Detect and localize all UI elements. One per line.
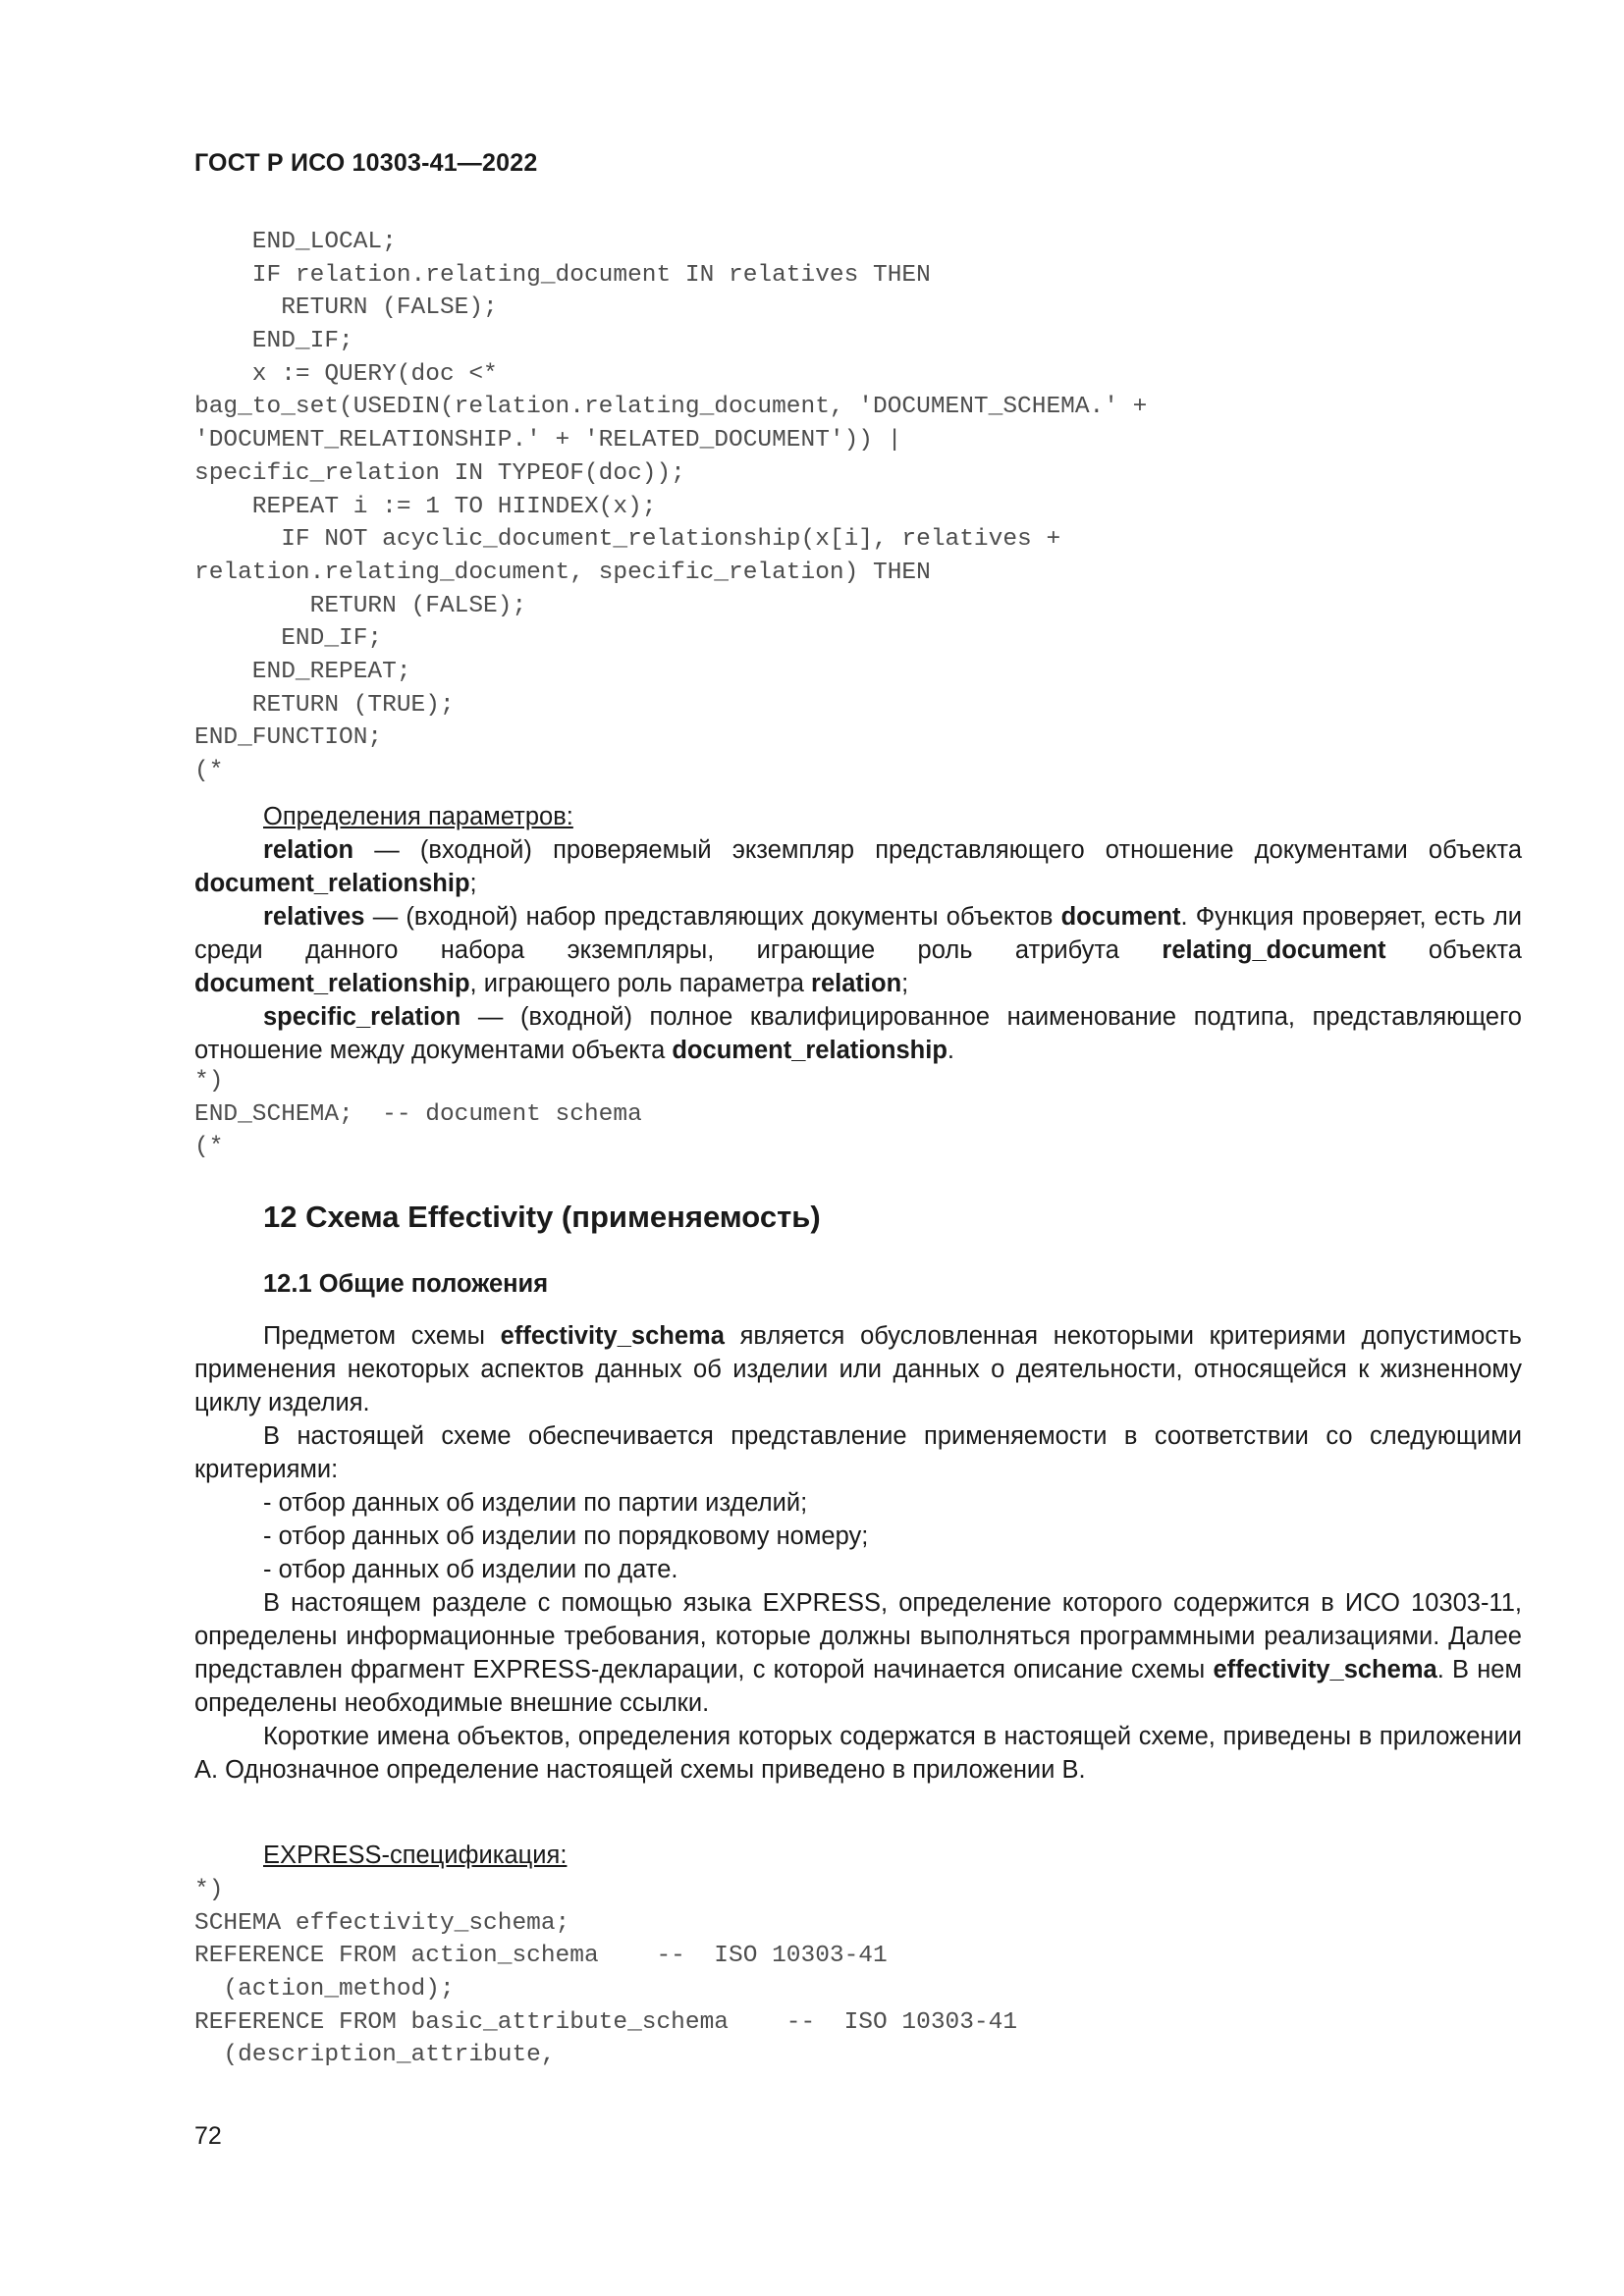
code-line: (* (194, 1134, 224, 1161)
code-line: END_FUNCTION; (194, 724, 383, 752)
document-header: ГОСТ Р ИСО 10303-41—2022 (194, 149, 538, 177)
code-line: IF NOT acyclic_document_relationship(x[i], relatives + (194, 526, 1061, 554)
term-relatives: relatives (263, 903, 365, 931)
code-line: END_IF; (194, 625, 383, 653)
param-relation: relation — (входной) проверяемый экземпляр представляющего отношение документами объекта document_relationship; (194, 836, 1522, 897)
subsection-heading: 12.1 Общие положения (263, 1270, 549, 1298)
code-line: SCHEMA effectivity_schema; (194, 1909, 570, 1937)
express-spec-heading-wrap (194, 1839, 1522, 1872)
code-line: END_IF; (194, 328, 353, 355)
term-relation: relation (263, 836, 354, 864)
code-line: specific_relation IN TYPEOF(doc)); (194, 459, 685, 487)
paragraph-2: В настоящей схеме обеспечивается представление применяемости в соответствии со следующими критериями: (194, 1422, 1522, 1483)
code-line: (* (194, 758, 224, 784)
list-item: - отбор данных об изделии по порядковому номеру; (263, 1522, 869, 1550)
code-line: END_SCHEMA; -- document schema (194, 1100, 642, 1128)
code-line: REPEAT i := 1 TO HIINDEX(x); (194, 493, 657, 520)
paragraph-4: Короткие имена объектов, определения которых содержатся в настоящей схеме, приведены в приложении А. Однозначное определение настоящей схемы приведено в приложении В. (194, 1723, 1522, 1784)
list-item: - отбор данных об изделии по партии изделий; (263, 1489, 808, 1517)
page-number: 72 (194, 2122, 222, 2150)
code-line: bag_to_set(USEDIN(relation.relating_document, 'DOCUMENT_SCHEMA.' + (194, 394, 1148, 421)
code-line: REFERENCE FROM action_schema -- ISO 10303-41 (194, 1943, 888, 1970)
code-line: x := QUERY(doc <* (194, 360, 498, 388)
paragraph-1: Предметом схемы effectivity_schema является обусловленная некоторыми критериями допустимость применения некоторых аспектов данных об изделии или данных о деятельности, относящейся к жизненному циклу изделия. (194, 1322, 1522, 1416)
param-specific-relation: specific_relation — (входной) полное квалифицированное наименование подтипа, представляющего отношение между документами объекта document_relationship. (194, 1003, 1522, 1064)
parameter-definitions-heading: Определения параметров: (263, 803, 573, 830)
code-block-effectivity-schema (194, 1874, 1017, 2072)
code-line: *) (194, 1877, 224, 1903)
code-block-schema-end (194, 1065, 642, 1164)
code-line: (action_method); (194, 1976, 455, 2003)
code-line: RETURN (TRUE); (194, 691, 455, 719)
code-line: *) (194, 1068, 224, 1095)
code-line: REFERENCE FROM basic_attribute_schema -- ISO 10303-41 (194, 2008, 1018, 2036)
express-spec-heading: EXPRESS-спецификация: (263, 1842, 568, 1869)
code-line: (description_attribute, (194, 2042, 556, 2069)
term-specific-relation: specific_relation (263, 1003, 461, 1031)
section-body (194, 1319, 1522, 1787)
code-line: RETURN (FALSE); (194, 592, 527, 619)
parameter-definitions (194, 800, 1522, 1067)
code-line: END_REPEAT; (194, 658, 411, 685)
paragraph-3: В настоящем разделе с помощью языка EXPRESS, определение которого содержится в ИСО 10303-11, определены информационные требования, которые должны выполняться программными реализациями. Далее представлен фрагмент EXPRESS-декларации, с которой начинается описание схемы effectivity_schema. В нем определены необходимые внешние ссылки. (194, 1589, 1522, 1717)
list-item: - отбор данных об изделии по дате. (263, 1556, 678, 1583)
code-line: RETURN (FALSE); (194, 294, 498, 322)
code-line: IF relation.relating_document IN relatives THEN (194, 261, 931, 289)
code-line: END_LOCAL; (194, 229, 397, 255)
code-block-function-end (194, 226, 1147, 788)
code-line: 'DOCUMENT_RELATIONSHIP.' + 'RELATED_DOCUMENT')) | (194, 427, 902, 454)
param-relatives: relatives — (входной) набор представляющих документы объектов document. Функция проверяет, есть ли среди данного набора экземпляры, играющие роль атрибута relating_document объекта document_relationship, играющего роль параметра relation; (194, 903, 1522, 997)
code-line: relation.relating_document, specific_relation) THEN (194, 559, 931, 586)
section-heading: 12 Схема Effectivity (применяемость) (263, 1200, 821, 1234)
